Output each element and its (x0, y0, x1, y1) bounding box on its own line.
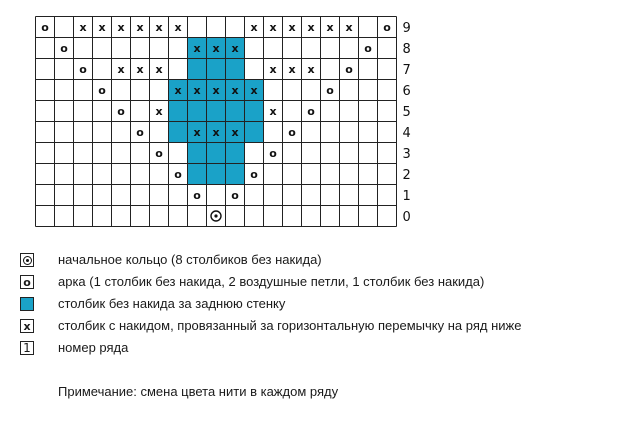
blue-cell (207, 101, 226, 122)
arch-o-icon: o (20, 275, 34, 289)
cross-x-symbol: x (174, 84, 182, 97)
arch-o-symbol: o (117, 105, 125, 118)
arch-o-symbol: o (269, 147, 277, 160)
blue-cell (188, 101, 207, 122)
row-number: 8 (402, 42, 411, 57)
blue-square-icon (20, 297, 34, 311)
blue-cell (226, 101, 245, 122)
cross-x-symbol: x (193, 42, 201, 55)
cross-x-symbol: x (117, 63, 125, 76)
row-number: 9 (402, 21, 411, 36)
cross-x-symbol: x (193, 126, 201, 139)
blue-cell (169, 101, 188, 122)
blue-cell (169, 122, 188, 143)
arch-o-symbol: o (231, 189, 239, 202)
cross-x-symbol: x (117, 21, 125, 34)
cross-x-symbol: x (345, 21, 353, 34)
cross-x-symbol: x (155, 105, 163, 118)
cross-x-symbol: x (288, 21, 296, 34)
arch-o-symbol: o (174, 168, 182, 181)
blue-cell (188, 164, 207, 185)
blue-cell (226, 164, 245, 185)
legend-item-double-crochet (20, 319, 620, 337)
cross-x-symbol: x (231, 84, 239, 97)
cross-x-symbol: x (231, 42, 239, 55)
note: Примечание: смена цвета нити в каждом ряду (58, 384, 339, 399)
row-number: 2 (402, 168, 411, 183)
arch-o-symbol: o (41, 21, 49, 34)
arch-o-symbol: o (345, 63, 353, 76)
arch-o-symbol: o (98, 84, 106, 97)
cross-x-symbol: x (269, 63, 277, 76)
cross-x-symbol: x (155, 21, 163, 34)
cross-x-symbol: x (250, 21, 258, 34)
legend-label: начальное кольцо (8 столбиков без накида) (58, 252, 322, 267)
row-number: 1 (402, 189, 411, 204)
blue-cell (207, 164, 226, 185)
legend-item-back-loop (20, 297, 620, 315)
cross-x-symbol: x (212, 126, 220, 139)
arch-o-symbol: o (288, 126, 296, 139)
cross-x-symbol: x (326, 21, 334, 34)
arch-o-symbol: o (155, 147, 163, 160)
blue-cell (245, 122, 264, 143)
cross-x-symbol: x (231, 126, 239, 139)
row-number: 5 (402, 105, 411, 120)
row-number-icon: 1 (20, 341, 34, 355)
cross-x-symbol: x (136, 21, 144, 34)
legend-label: номер ряда (58, 340, 129, 355)
ring-dot (214, 214, 217, 217)
arch-o-symbol: o (364, 42, 372, 55)
cross-x-symbol: x (269, 21, 277, 34)
legend-item-arch (20, 275, 620, 293)
cross-x-symbol: x (307, 21, 315, 34)
cross-x-symbol: x (212, 42, 220, 55)
arch-o-symbol: o (193, 189, 201, 202)
cross-x-symbol: x (288, 63, 296, 76)
legend-item-ring (20, 253, 620, 271)
legend-item-row-number (20, 341, 620, 359)
arch-o-symbol: o (60, 42, 68, 55)
row-number: 3 (402, 147, 411, 162)
cross-x-symbol: x (155, 63, 163, 76)
arch-o-symbol: o (307, 105, 315, 118)
cross-x-symbol: x (193, 84, 201, 97)
row-number: 6 (402, 84, 411, 99)
arch-o-symbol: o (383, 21, 391, 34)
blue-cell (226, 143, 245, 164)
row-number: 4 (402, 126, 411, 141)
blue-cell (226, 59, 245, 80)
cross-x-symbol: x (307, 63, 315, 76)
cross-x-icon: x (20, 319, 34, 333)
arch-o-symbol: o (136, 126, 144, 139)
row-number: 0 (402, 210, 411, 225)
blue-cell (245, 101, 264, 122)
cross-x-symbol: x (269, 105, 277, 118)
cross-x-symbol: x (79, 21, 87, 34)
blue-cell (188, 59, 207, 80)
ring-icon (20, 253, 34, 267)
row-number: 7 (402, 63, 411, 78)
legend-label: арка (1 столбик без накида, 2 воздушные петли, 1 столбик без накида) (58, 274, 485, 289)
blue-cell (207, 59, 226, 80)
arch-o-symbol: o (326, 84, 334, 97)
legend-label: столбик без накида за заднюю стенку (58, 296, 286, 311)
cross-x-symbol: x (174, 21, 182, 34)
blue-cell (188, 143, 207, 164)
legend-label: столбик с накидом, провязанный за горизонтальную перемычку на ряд ниже (58, 318, 522, 333)
arch-o-symbol: o (250, 168, 258, 181)
cross-x-symbol: x (250, 84, 258, 97)
arch-o-symbol: o (79, 63, 87, 76)
cross-x-symbol: x (212, 84, 220, 97)
cross-x-symbol: x (98, 21, 106, 34)
blue-cell (207, 143, 226, 164)
cross-x-symbol: x (136, 63, 144, 76)
